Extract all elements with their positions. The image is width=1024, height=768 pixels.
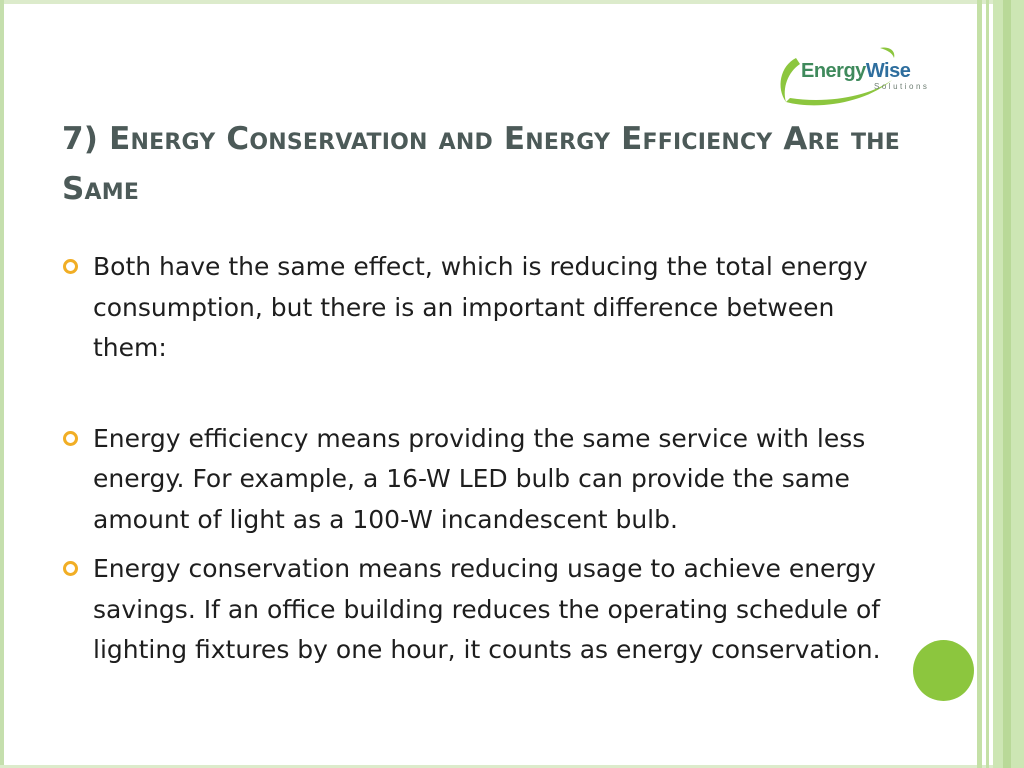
decorative-green-circle — [913, 640, 974, 701]
bullet-ring-icon — [63, 431, 78, 446]
slide-frame-right-stripe — [977, 0, 982, 768]
bullet-item — [62, 419, 892, 541]
bullet-text: Energy conservation means reducing usage to achieve energy savings. If an office building reduces the operating schedule of lighting fixtures by one hour, it counts as energy conservation. — [93, 554, 881, 664]
slide-frame-top — [0, 0, 1024, 4]
bullet-item — [62, 549, 892, 671]
slide-frame-left — [0, 0, 4, 768]
logo-tagline: Solutions — [874, 82, 930, 91]
logo-wordmark — [801, 60, 910, 83]
logo-word-wise: Wise — [865, 60, 911, 82]
logo-word-energy: Energy — [801, 60, 866, 82]
slide-frame-right-band-inner — [1003, 0, 1011, 768]
slide-title: 7) Energy Conservation and Energy Efficiency Are the Same — [62, 121, 901, 207]
energywise-logo — [776, 44, 932, 110]
bullet-list — [62, 247, 892, 671]
slide-frame-right-stripe — [986, 0, 989, 768]
bullet-item — [62, 247, 892, 369]
bullet-ring-icon — [63, 561, 78, 576]
bullet-text: Both have the same effect, which is reducing the total energy consumption, but there is an important difference between them: — [93, 252, 868, 362]
bullet-text: Energy efficiency means providing the same service with less energy. For example, a 16-W LED bulb can provide the same amount of light as a 100-W incandescent bulb. — [93, 423, 866, 534]
bullet-ring-icon — [63, 259, 78, 274]
